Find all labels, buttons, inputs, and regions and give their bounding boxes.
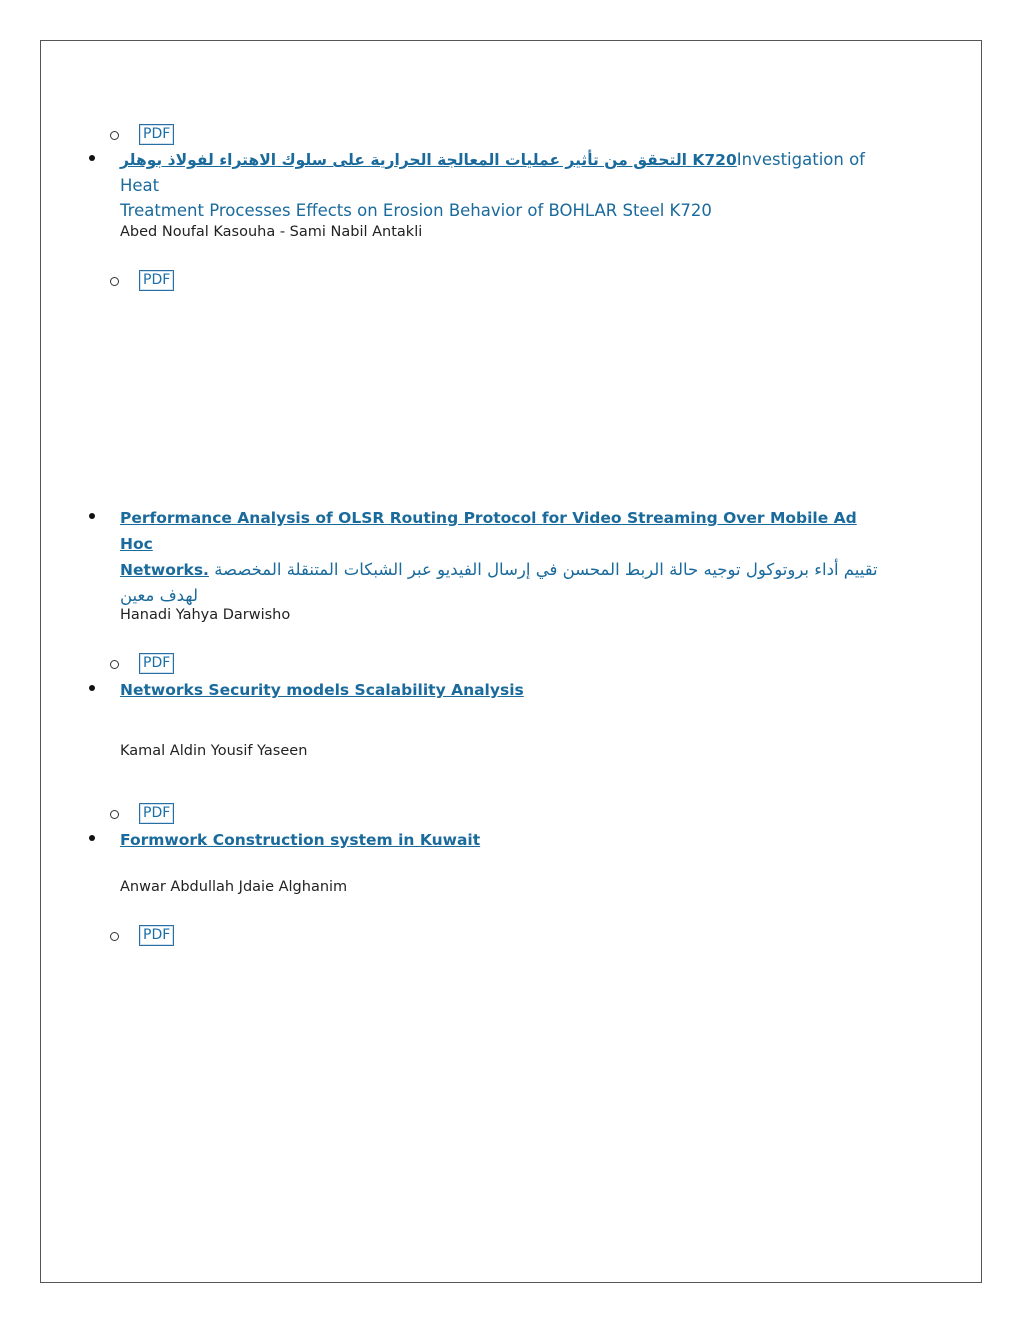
circle-bullet-icon (110, 131, 119, 140)
pdf-row (110, 923, 174, 947)
article-title-code: K720 (692, 151, 737, 169)
pdf-link[interactable]: PDF (139, 803, 174, 824)
article-item (120, 147, 890, 223)
article-item (120, 827, 890, 853)
article-title-link[interactable]: Networks Security models Scalability Analysis (120, 681, 524, 699)
pdf-link[interactable]: PDF (139, 270, 174, 291)
article-authors: Anwar Abdullah Jdaie Alghanim (120, 879, 348, 895)
pdf-row (110, 122, 174, 146)
article-title-english: Investigation of Heat (120, 150, 865, 195)
article-title-arabic: تقييم أداء بروتوكول توجيه حالة الربط المحسن في إرسال الفيديو عبر الشبكات المتنقلة المخصصة (214, 560, 878, 579)
article-title-continued (120, 583, 890, 608)
article-title (120, 505, 890, 557)
article-title (120, 677, 890, 703)
circle-bullet-icon (110, 932, 119, 941)
article-authors: Hanadi Yahya Darwisho (120, 607, 291, 623)
article-title-continued (120, 557, 890, 583)
article-title-link-line2[interactable]: Networks. (120, 561, 209, 579)
bullet-dot-icon (89, 835, 95, 841)
article-title-english-line2: Treatment Processes Effects on Erosion Behavior of BOHLAR Steel K720 (120, 201, 712, 220)
circle-bullet-icon (110, 810, 119, 819)
article-title-continued (120, 198, 890, 223)
article-title-arabic-line2: لهدف معين (120, 586, 198, 605)
article-title (120, 827, 890, 853)
article-title (120, 147, 890, 198)
article-item (120, 505, 890, 608)
bullet-dot-icon (89, 155, 95, 161)
article-title-arabic: التحقق من تأثير عمليات المعالجة الحرارية على سلوك الاهتراء لفولاذ بوهلر (120, 151, 687, 169)
pdf-row (110, 268, 174, 292)
pdf-row (110, 651, 174, 675)
article-title-link[interactable]: Formwork Construction system in Kuwait (120, 831, 481, 849)
article-title-link[interactable]: Performance Analysis of OLSR Routing Protocol for Video Streaming Over Mobile Ad Hoc (120, 509, 857, 553)
pdf-link[interactable]: PDF (139, 653, 174, 674)
bullet-dot-icon (89, 685, 95, 691)
circle-bullet-icon (110, 660, 119, 669)
bullet-dot-icon (89, 513, 95, 519)
article-authors: Abed Noufal Kasouha - Sami Nabil Antakli (120, 224, 423, 240)
pdf-link[interactable]: PDF (139, 124, 174, 145)
article-authors: Kamal Aldin Yousif Yaseen (120, 743, 308, 759)
article-item (120, 677, 890, 703)
article-title-link[interactable] (120, 151, 737, 169)
circle-bullet-icon (110, 277, 119, 286)
pdf-link[interactable]: PDF (139, 925, 174, 946)
pdf-row (110, 801, 174, 825)
